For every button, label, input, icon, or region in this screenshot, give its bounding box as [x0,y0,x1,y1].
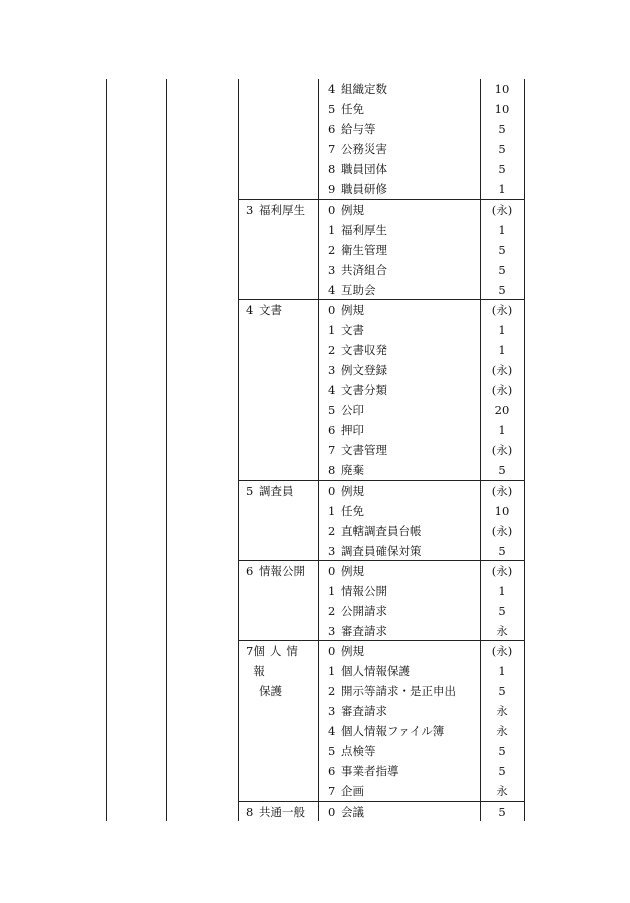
retention-period: 5 [498,764,506,778]
item-number: 3 [328,544,336,558]
item-number: 8 [328,162,336,176]
item-number: 6 [328,764,336,778]
category-name: 福利厚生 [259,203,305,217]
retention-period: (永) [491,303,513,317]
table-border-right [524,79,525,821]
table-divider-col3 [318,79,319,821]
table-row [320,260,524,280]
item-number: 7 [328,142,336,156]
item-number: 2 [328,524,336,538]
retention-period: (永) [491,363,513,377]
retention-period: (永) [491,484,513,498]
item-label: 直轄調査員台帳 [341,524,422,538]
item-number: 5 [328,403,336,417]
retention-period: (永) [491,383,513,397]
item-number: 0 [328,805,336,819]
category-number: 3 [246,203,254,217]
table-row [320,460,524,480]
table-row [320,781,524,801]
retention-period: 永 [496,624,508,638]
item-number: 6 [328,423,336,437]
item-label: 組織定数 [341,82,387,96]
retention-period: (永) [491,644,513,658]
item-number: 7 [328,784,336,798]
item-number: 9 [328,182,336,196]
item-number: 0 [328,644,336,658]
item-label: 審査請求 [341,624,387,638]
item-number: 2 [328,684,336,698]
item-label: 共済組合 [341,263,387,277]
category-name: 共通一般 [259,805,305,819]
retention-period: 5 [498,243,506,257]
table-row [320,721,524,741]
item-number: 1 [328,664,336,678]
table-row [320,440,524,460]
item-number: 3 [328,363,336,377]
retention-period: 1 [498,664,506,678]
table-row [320,240,524,260]
retention-period: 5 [498,463,506,477]
table-row [320,481,524,501]
retention-period: 10 [494,504,510,518]
item-label: 給与等 [341,122,376,136]
item-label: 文書管理 [341,443,387,457]
item-number: 6 [328,122,336,136]
item-label: 互助会 [341,283,376,297]
item-label: 開示等請求・是正申出 [341,684,456,698]
table-row [320,200,524,220]
category-name: 文書 [259,303,282,317]
item-label: 福利厚生 [341,223,387,237]
retention-period: 永 [496,704,508,718]
table-border-left [106,79,107,821]
table-row [320,220,524,240]
item-number: 1 [328,584,336,598]
table-row [320,761,524,781]
item-label: 公開請求 [341,604,387,618]
table-row [320,179,524,199]
item-number: 1 [328,504,336,518]
table-row [320,501,524,521]
table-row [320,741,524,761]
item-number: 4 [328,383,336,397]
retention-period: 5 [498,142,506,156]
item-number: 4 [328,283,336,297]
retention-period: 20 [494,403,510,417]
item-number: 1 [328,223,336,237]
retention-period: 1 [498,584,506,598]
item-number: 2 [328,243,336,257]
table-row [320,561,524,581]
retention-period: 5 [498,283,506,297]
item-label: 点検等 [341,744,376,758]
table-row [320,360,524,380]
category-name-line1: 個人情報 [253,644,303,678]
item-label: 例規 [341,564,364,578]
item-label: 文書分類 [341,383,387,397]
retention-period: 永 [496,784,508,798]
item-label: 廃棄 [341,463,364,477]
category-label [246,481,294,501]
item-number: 2 [328,343,336,357]
item-label: 情報公開 [341,584,387,598]
item-number: 2 [328,604,336,618]
item-label: 企画 [341,784,364,798]
item-label: 衛生管理 [341,243,387,257]
item-number: 0 [328,484,336,498]
table-row [320,400,524,420]
item-label: 職員団体 [341,162,387,176]
item-label: 事業者指導 [341,764,399,778]
item-label: 個人情報保護 [341,664,410,678]
retention-period: 永 [496,724,508,738]
item-number: 3 [328,263,336,277]
table-row [320,420,524,440]
retention-period: 5 [498,604,506,618]
table-row [320,320,524,340]
table-row [320,119,524,139]
retention-period: (永) [491,524,513,538]
item-number: 4 [328,724,336,738]
item-label: 例規 [341,203,364,217]
category-label [246,641,316,701]
retention-period: 1 [498,323,506,337]
item-label: 職員研修 [341,182,387,196]
item-label: 任免 [341,102,364,116]
item-label: 公印 [341,403,364,417]
category-name: 調査員 [259,484,294,498]
retention-period: (永) [491,564,513,578]
table-divider-col1 [166,79,167,821]
item-number: 8 [328,463,336,477]
table-row [320,681,524,701]
category-number: 8 [246,805,254,819]
table-row [320,340,524,360]
category-label [246,200,305,220]
retention-period: 10 [494,102,510,116]
category-label [246,561,305,581]
category-label [246,802,305,822]
retention-period: 5 [498,122,506,136]
item-label: 例規 [341,644,364,658]
category-name: 情報公開 [259,564,305,578]
category-number: 5 [246,484,254,498]
table-row [320,300,524,320]
item-label: 文書 [341,323,364,337]
retention-period: 1 [498,182,506,196]
retention-period: 5 [498,684,506,698]
item-label: 個人情報ファイル簿 [341,724,445,738]
category-name-line2: 保護 [259,684,282,698]
item-label: 例文登録 [341,363,387,377]
category-number: 7 [246,644,254,658]
item-number: 0 [328,303,336,317]
item-label: 任免 [341,504,364,518]
table-row [320,621,524,641]
item-number: 7 [328,443,336,457]
category-number: 4 [246,303,254,317]
category-number: 6 [246,564,254,578]
table-row [320,601,524,621]
table-row [320,380,524,400]
retention-period: 5 [498,544,506,558]
item-label: 例規 [341,303,364,317]
retention-period: 1 [498,423,506,437]
retention-period: (永) [491,443,513,457]
table-row [320,701,524,721]
table-row [320,802,524,822]
table-row [320,99,524,119]
item-number: 3 [328,704,336,718]
table-row [320,280,524,300]
table-divider-col2 [238,79,239,821]
item-label: 審査請求 [341,704,387,718]
item-label: 公務災害 [341,142,387,156]
table-row [320,159,524,179]
table-row [320,581,524,601]
retention-period: 5 [498,162,506,176]
retention-period: 5 [498,744,506,758]
retention-period: 10 [494,82,510,96]
table-row [320,79,524,99]
item-number: 4 [328,82,336,96]
item-label: 調査員確保対策 [341,544,422,558]
table-row [320,139,524,159]
retention-period: 5 [498,805,506,819]
retention-period: 1 [498,343,506,357]
retention-period: 1 [498,223,506,237]
item-number: 0 [328,564,336,578]
item-label: 会議 [341,805,364,819]
table-row [320,521,524,541]
item-number: 0 [328,203,336,217]
category-label [246,300,282,320]
retention-period: 5 [498,263,506,277]
table-row [320,661,524,681]
item-label: 例規 [341,484,364,498]
item-number: 5 [328,102,336,116]
item-label: 文書収発 [341,343,387,357]
item-number: 3 [328,624,336,638]
item-label: 押印 [341,423,364,437]
table-row [320,541,524,561]
item-number: 5 [328,744,336,758]
item-number: 1 [328,323,336,337]
retention-period: (永) [491,203,513,217]
table-row [320,641,524,661]
